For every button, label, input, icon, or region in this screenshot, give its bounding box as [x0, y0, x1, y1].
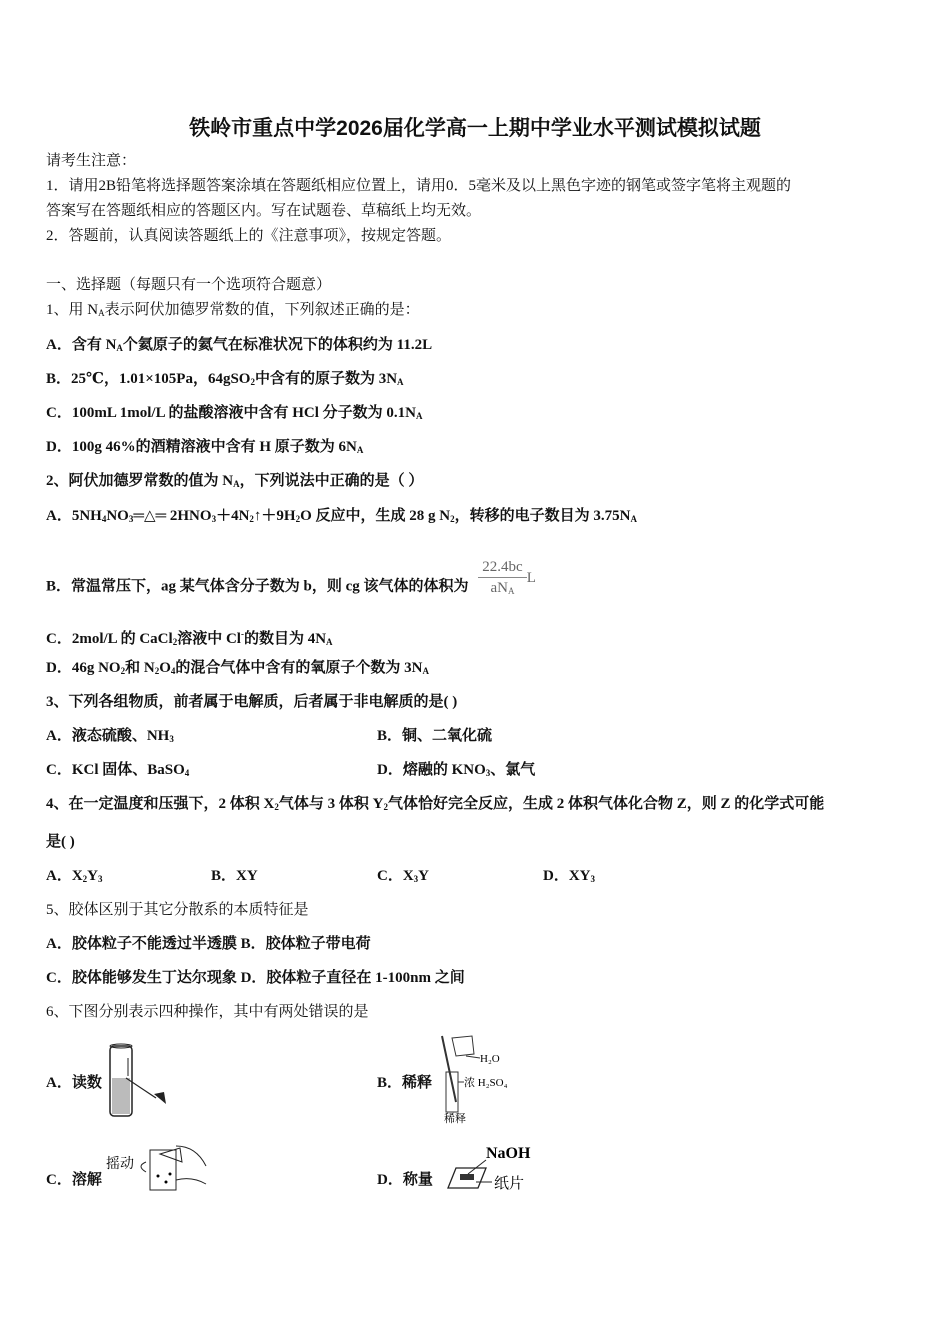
- question-4-option-d: [543, 866, 595, 889]
- question-4-option-c: [377, 866, 429, 889]
- question-4-option-a: [46, 866, 103, 889]
- question-3-option-b: [377, 726, 492, 746]
- text-segment: 2: [120, 666, 126, 676]
- section-heading: 一、选择题（每题只有一个选项符合题意）: [46, 277, 332, 293]
- notice-heading: 请考生注意：: [46, 153, 137, 169]
- text-segment: C．100mL 1mol/L 的盐酸溶液中含有 HCl 分子数为 0.1N: [46, 405, 417, 421]
- text-segment: C．2mol/L 的 CaCl: [46, 631, 173, 647]
- text-segment: 3: [211, 514, 217, 524]
- text-segment: O 反应中，生成 28 g N: [300, 508, 451, 524]
- text-segment: 2: [295, 514, 301, 524]
- text-segment: 4: [170, 666, 176, 676]
- page-title: 铁岭市重点中学2026届化学高一上期中学业水平测试模拟试题: [189, 117, 761, 140]
- text-segment: 表示阿伏加德罗常数的值，下列叙述正确的是：: [104, 302, 420, 318]
- text-segment: 4、在一定温度和压强下，2 体积 X: [46, 796, 275, 812]
- question-1-option-b: [46, 369, 404, 392]
- denominator-subscript: A: [507, 586, 515, 596]
- paper-label: 纸片: [494, 1176, 525, 1192]
- text-segment: A．5NH: [46, 508, 102, 524]
- text-segment: ↑＋9H: [253, 508, 296, 524]
- question-1-option-c: [46, 403, 423, 426]
- text-segment: 3: [413, 874, 419, 884]
- text-segment: A: [98, 308, 105, 318]
- fraction-unit: L: [526, 570, 536, 587]
- text-segment: 、氯气: [490, 762, 536, 778]
- notice-line-2: 答案写在答题纸相应的答题区内。写在试题卷、草稿纸上均无效。: [46, 203, 482, 219]
- fraction-denominator: [478, 578, 526, 601]
- question-6-stem: [46, 1002, 369, 1022]
- volume-fraction: [478, 557, 526, 601]
- text-segment: A: [356, 445, 364, 455]
- text-segment: 的数目为 4N: [243, 631, 327, 647]
- text-segment: 2、阿伏加德罗常数的值为 N: [46, 473, 234, 489]
- question-4-option-b: [211, 866, 258, 886]
- text-segment: A: [326, 637, 333, 647]
- option-b-text: [46, 578, 469, 594]
- text-segment: B．铜、二氧化硫: [377, 728, 493, 744]
- dilution-caption: 稀释: [444, 1113, 466, 1124]
- water-label: H₂O: [480, 1053, 500, 1065]
- text-segment: C．胶体能够发生丁达尔现象 D．胶体粒子直径在 1-100nm 之间: [46, 970, 465, 986]
- question-1-stem: [46, 300, 420, 323]
- text-segment: 4: [101, 514, 107, 524]
- text-segment: A．X: [46, 868, 83, 884]
- text-segment: 2: [172, 637, 178, 647]
- text-segment: D．称量: [377, 1172, 433, 1188]
- question-3-option-c: [46, 760, 189, 783]
- text-segment: ═△═ 2HNO: [133, 508, 212, 524]
- text-segment: A．含有 N: [46, 337, 117, 353]
- text-segment: A．胶体粒子不能透过半透膜 B．胶体粒子带电荷: [46, 936, 371, 952]
- question-2-stem: [46, 471, 423, 494]
- text-segment: NO: [106, 508, 129, 524]
- denominator-text: aN: [490, 580, 508, 596]
- text-segment: O: [159, 660, 171, 676]
- text-segment: D．熔融的 KNO: [377, 762, 486, 778]
- question-3-option-a: [46, 726, 174, 749]
- question-4-stem-end: [46, 832, 75, 852]
- text-segment: 中含有的原子数为 3N: [254, 371, 398, 387]
- text-segment: C．溶解: [46, 1172, 102, 1188]
- acid-label: 浓 H₂SO₄: [464, 1077, 508, 1089]
- text-segment: 气体与 3 体积 Y: [278, 796, 384, 812]
- text-segment: 6、下图分别表示四种操作，其中有两处错误的是: [46, 1004, 369, 1020]
- question-5-options-ab: [46, 934, 371, 954]
- text-segment: C．KCl 固体、BaSO: [46, 762, 185, 778]
- dilution-figure: [436, 1032, 516, 1124]
- text-segment: 5、胶体区别于其它分散系的本质特征是: [46, 902, 309, 918]
- text-segment: A: [397, 377, 404, 387]
- text-segment: 2: [249, 514, 254, 524]
- text-segment: A．读数: [46, 1075, 102, 1091]
- text-segment: 1、用 N: [46, 302, 99, 318]
- text-segment: 2: [383, 802, 388, 812]
- text-segment: ＋4N: [216, 508, 250, 524]
- shake-label: 摇动: [106, 1157, 134, 1172]
- text-segment: A: [116, 343, 123, 353]
- notice-line-3: 2．答题前，认真阅读答题纸上的《注意事项》，按规定答题。: [46, 228, 452, 244]
- question-2-option-d: [46, 658, 429, 681]
- text-segment: 3: [485, 768, 491, 778]
- text-segment: 溶液中 Cl: [177, 631, 241, 647]
- naoh-label: NaOH: [486, 1145, 531, 1162]
- question-3-stem: [46, 692, 457, 712]
- text-segment: Y: [87, 868, 99, 884]
- text-segment: 2: [274, 802, 279, 812]
- question-6-option-b: [377, 1073, 432, 1093]
- text-segment: D．100g 46%的酒精溶液中含有 H 原子数为 6N: [46, 439, 357, 455]
- text-segment: 4: [184, 768, 190, 778]
- question-6-option-c: [46, 1170, 102, 1190]
- question-2-option-a: [46, 506, 637, 529]
- text-segment: -: [240, 629, 244, 639]
- text-segment: A: [422, 666, 429, 676]
- text-segment: ，转移的电子数目为 3.75N: [454, 508, 631, 524]
- text-segment: A: [416, 411, 423, 421]
- text-segment: 和 N: [125, 660, 155, 676]
- question-2-option-c: [46, 624, 333, 652]
- weighing-figure: [442, 1140, 542, 1196]
- text-segment: C．X: [377, 868, 414, 884]
- question-5-stem: [46, 900, 309, 920]
- question-1-option-d: [46, 437, 363, 460]
- dissolving-figure: [106, 1140, 216, 1196]
- question-6-option-a: [46, 1073, 102, 1093]
- cylinder-reading-figure: [106, 1042, 176, 1122]
- question-6-option-d: [377, 1170, 433, 1190]
- text-segment: B．稀释: [377, 1075, 433, 1091]
- text-segment: 3: [169, 734, 174, 744]
- text-segment: A．液态硫酸、NH: [46, 728, 170, 744]
- text-segment: D．46g NO: [46, 660, 121, 676]
- text-segment: Y: [418, 868, 430, 884]
- text-segment: 2: [450, 514, 455, 524]
- question-3-option-d: [377, 760, 535, 783]
- text-segment: 个氦原子的氦气在标准状况下的体积约为 11.2L: [122, 337, 433, 353]
- text-segment: B．25℃，1.01×105Pa，64gSO: [46, 371, 251, 387]
- text-segment: 气体恰好完全反应，生成 2 体积气体化合物 Z，则 Z 的化学式可能: [387, 796, 825, 812]
- text-segment: 2: [82, 874, 88, 884]
- text-segment: 3: [128, 514, 134, 524]
- question-4-stem: [46, 794, 824, 817]
- text-segment: B．XY: [211, 868, 258, 884]
- text-segment: 的混合气体中含有的氧原子个数为 3N: [175, 660, 423, 676]
- text-segment: D．XY: [543, 868, 591, 884]
- question-1-option-a: [46, 335, 432, 358]
- text-segment: 3: [590, 874, 595, 884]
- text-segment: A: [630, 514, 637, 524]
- question-5-options-cd: [46, 968, 465, 988]
- text-segment: 2: [250, 377, 255, 387]
- text-segment: A: [233, 479, 240, 489]
- text-segment: 3: [98, 874, 103, 884]
- text-segment: B．常温常压下，ag 某气体含分子数为 b，则 cg 该气体的体积为: [46, 578, 469, 595]
- fraction-numerator: 22.4bc: [478, 557, 526, 578]
- text-segment: 是( ): [46, 834, 75, 850]
- question-2-option-b: [46, 559, 536, 609]
- text-segment: 3、下列各组物质，前者属于电解质，后者属于非电解质的是( ): [46, 694, 458, 710]
- text-segment: ，下列说法中正确的是（ ）: [239, 473, 424, 489]
- text-segment: 2: [154, 666, 160, 676]
- notice-line-1: 1．请用2B铅笔将选择题答案涂填在答题纸相应位置上，请用0．5毫米及以上黑色字迹的钢笔或签字笔将主观题的: [46, 178, 792, 194]
